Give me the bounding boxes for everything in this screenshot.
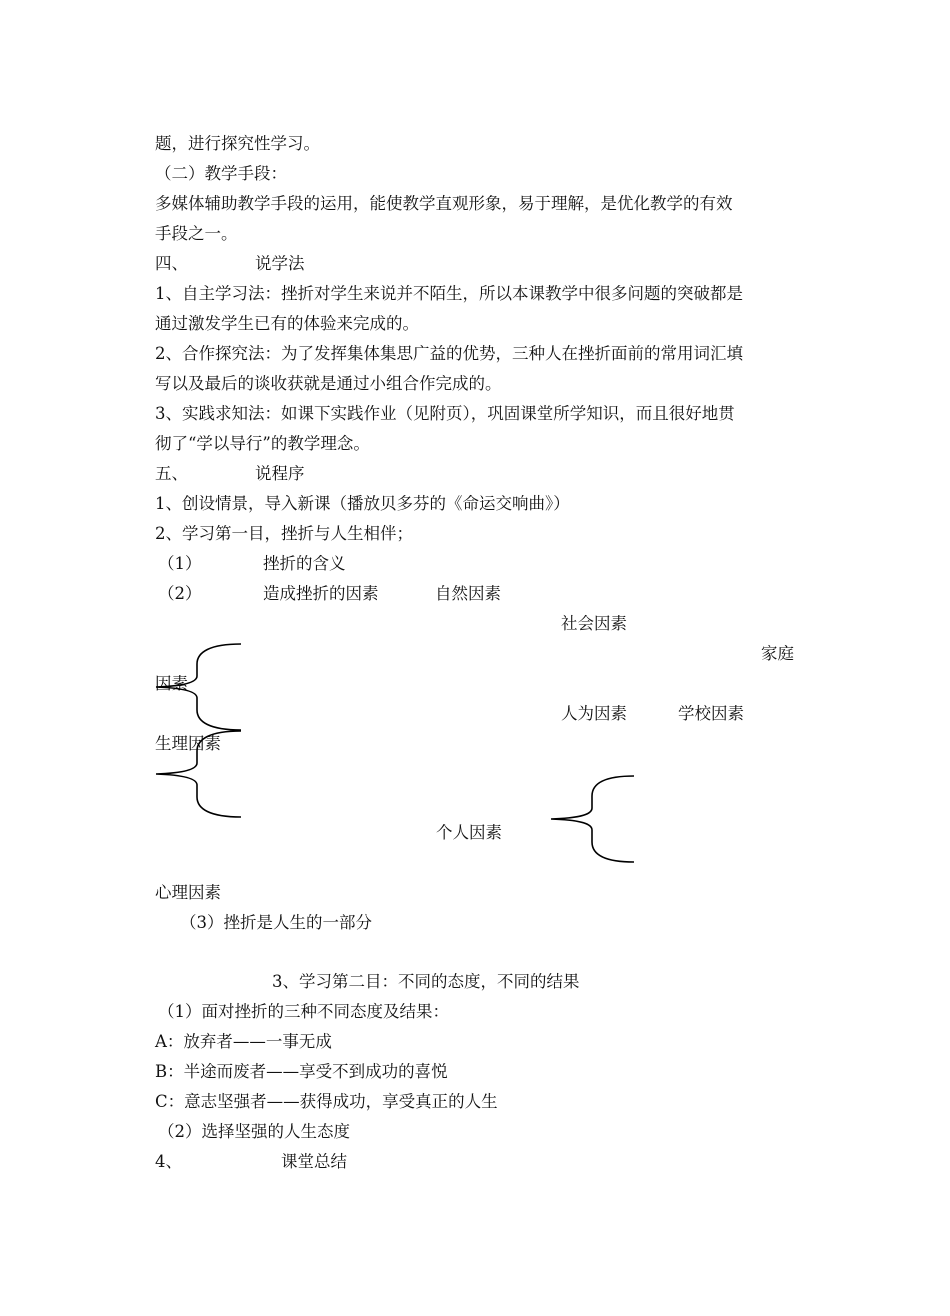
text-line: 通过激发学生已有的体验来完成的。 [155, 314, 419, 333]
list-item: C：意志坚强者——获得成功，享受真正的人生 [155, 1092, 498, 1111]
text-line: 彻了“学以导行”的教学理念。 [155, 434, 370, 453]
factor-social: 社会因素 [561, 614, 627, 633]
heading-title: 说程序 [255, 464, 305, 483]
heading-title: 课堂总结 [281, 1152, 347, 1171]
text-line: 1、创设情景，导入新课（播放贝多芬的《命运交响曲》） [155, 494, 570, 513]
text-line: 1、自主学习法：挫折对学生来说并不陌生，所以本课教学中很多问题的突破都是 [155, 284, 743, 303]
item-number: （1） [158, 554, 202, 573]
text-line: 3、实践求知法：如课下实践作业（见附页），巩固课堂所学知识，而且很好地贯 [155, 404, 735, 423]
list-item: A：放弃者——一事无成 [155, 1032, 332, 1051]
factor-physiological: 生理因素 [155, 734, 221, 753]
item-text: 造成挫折的因素 [263, 584, 379, 603]
factor-human: 人为因素 [561, 704, 627, 723]
item-text: （2）选择坚强的人生态度 [158, 1122, 350, 1141]
text-line: 多媒体辅助教学手段的运用，能使教学直观形象，易于理解，是优化教学的有效 [155, 194, 733, 213]
factor-school: 学校因素 [678, 704, 744, 723]
text-line: 手段之一。 [155, 224, 238, 243]
brace-personal [551, 776, 634, 862]
heading-title: 说学法 [255, 254, 305, 273]
section-heading: （二）教学手段： [155, 164, 287, 183]
factor-psychological: 心理因素 [155, 883, 221, 902]
brace-human [156, 731, 241, 817]
brace-social [156, 644, 241, 730]
heading-number: 4、 [155, 1152, 182, 1171]
item-text: 挫折的含义 [263, 554, 346, 573]
factor-family-part1: 家庭 [761, 644, 794, 663]
item-text: （3）挫折是人生的一部分 [180, 913, 372, 932]
section-heading: 3、学习第二目：不同的态度，不同的结果 [272, 972, 580, 991]
text-line: 2、合作探究法：为了发挥集体集思广益的优势，三种人在挫折面前的常用词汇填 [155, 344, 743, 363]
text-line: 题，进行探究性学习。 [155, 134, 320, 153]
text-line: 2、学习第一目，挫折与人生相伴； [155, 524, 413, 543]
item-number: （2） [158, 584, 202, 603]
item-text: （1）面对挫折的三种不同态度及结果： [158, 1002, 449, 1021]
list-item: B：半途而废者——享受不到成功的喜悦 [155, 1062, 448, 1081]
heading-number: 四、 [155, 254, 188, 273]
text-line: 写以及最后的谈收获就是通过小组合作完成的。 [155, 374, 502, 393]
factor-natural: 自然因素 [435, 584, 501, 603]
factor-personal: 个人因素 [436, 823, 502, 842]
factor-family-part2: 因素 [155, 674, 188, 693]
heading-number: 五、 [155, 464, 188, 483]
